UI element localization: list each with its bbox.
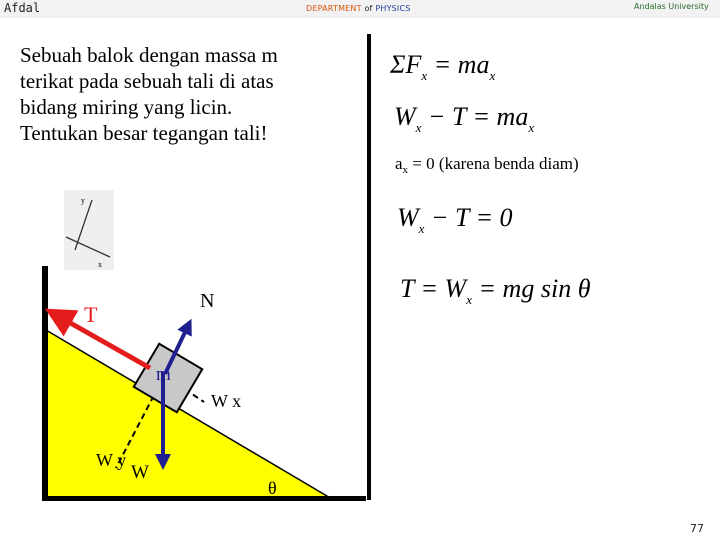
normal-label: N [200,290,215,312]
department-word: DEPARTMENT [306,4,362,13]
problem-line-3: bidang miring yang licin. [20,95,233,119]
axes-inset-background [64,190,114,270]
author-label: Afdal [4,1,41,15]
equation-sum-forces: $\Sigma F_x = ma_x$ [390,50,496,83]
tension-label: T [84,302,98,327]
department-of: of [364,4,373,13]
axis-x-label: x [98,260,102,269]
equation-equilibrium: $W_x - T = 0$ [397,203,513,236]
problem-line-4: Tentukan besar tegangan tali! [20,121,268,145]
department-subject: PHYSICS [375,4,411,13]
ground [42,496,366,501]
equilibrium-note: $a_x = 0$ (karena benda diam) [395,154,579,176]
axes-inset [64,190,114,270]
wx-label: W x [211,391,242,411]
problem-line-1: Sebuah balok dengan massa m [20,43,278,67]
equation-component: $W_x - T = ma_x$ [394,102,535,135]
mass-label: m [156,364,171,385]
angle-label: θ [268,478,277,498]
wy-label: W y [96,450,127,470]
equation-tension-result: $T = W_x$ = mg sin θ [400,274,591,307]
vertical-divider [367,34,371,500]
problem-line-2: terikat pada sebuah tali di atas [20,69,274,93]
weight-label: W [131,462,149,483]
page-number: 77 [690,522,704,535]
university-label: Andalas University [634,2,709,11]
wall [42,266,48,500]
axis-y-label: y [81,196,85,205]
